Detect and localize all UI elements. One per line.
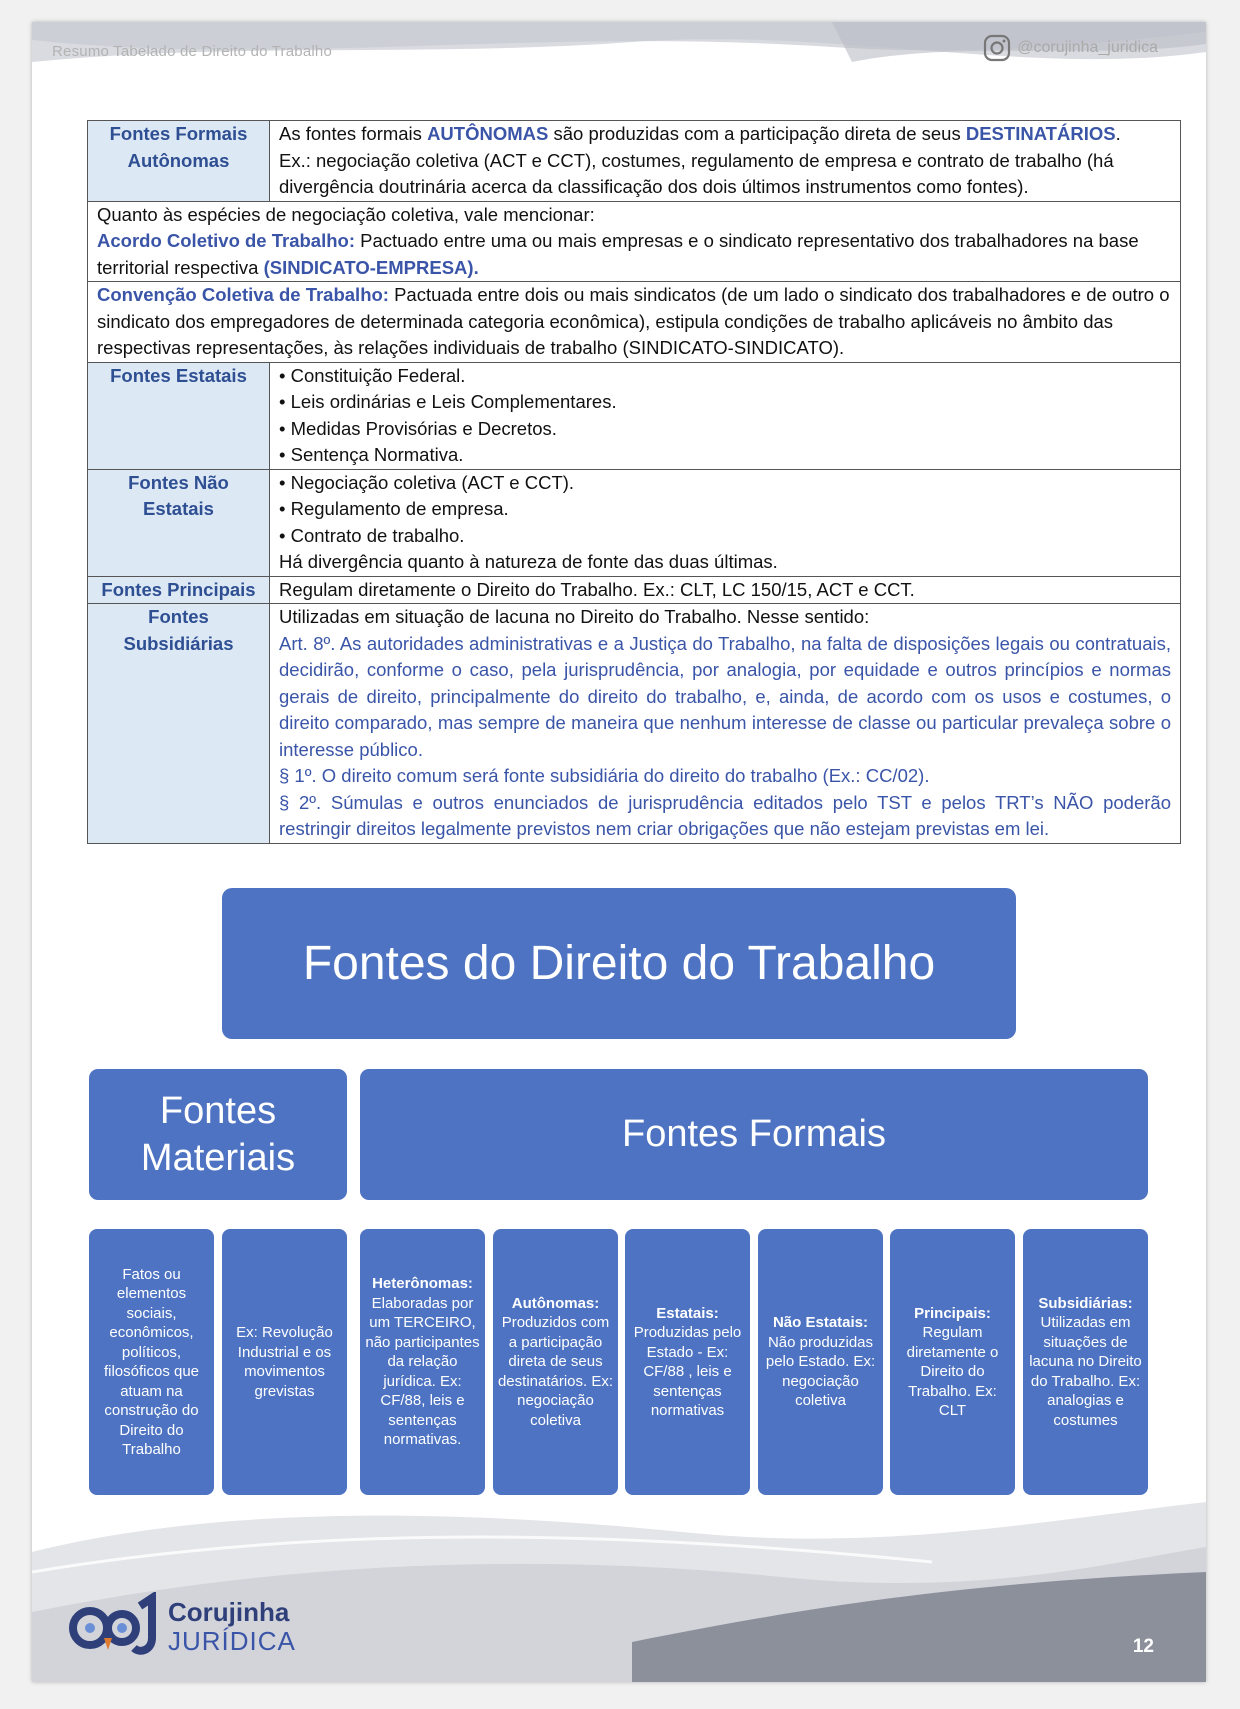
- header-title: Resumo Tabelado de Direito do Trabalho: [52, 43, 332, 60]
- card-heading: Principais:: [914, 1304, 991, 1322]
- row-label: Fontes Principais: [88, 576, 270, 604]
- list-item: • Negociação coletiva (ACT e CCT).: [279, 471, 575, 493]
- term: Acordo Coletivo de Trabalho:: [97, 230, 355, 251]
- row-content: [270, 469, 1181, 576]
- card-text: Ex: Revolução Industrial e os movimentos grevistas: [236, 1324, 333, 1400]
- row-label: Fontes Não Estatais: [88, 469, 270, 576]
- term: Convenção Coletiva de Trabalho:: [97, 284, 389, 305]
- list-item: • Constituição Federal.: [279, 364, 466, 386]
- legal-paragraph: § 1º. O direito comum será fonte subsidiária do direito do trabalho (Ex.: CC/02).: [279, 765, 930, 786]
- diagram-card: [222, 1229, 347, 1495]
- card-heading: Autônomas:: [511, 1294, 600, 1312]
- card-heading: Subsidiárias:: [1038, 1294, 1133, 1312]
- legal-article: Art. 8º. As autoridades administrativas e a Justiça do Trabalho, na falta de disposições legais ou contratuais, decidirão, conforme o caso, pela jurisprudência, por analogia, por equidade e outros princípios e normas gerais de direito, principalmente do direito do trabalho, e, ainda, de acordo com os usos e costumes, o direito comparado, mas sempre de maneira que nenhum interesse de classe ou particular prevaleça sobre o interesse público.: [279, 632, 1171, 760]
- instagram-handle[interactable]: [983, 34, 1158, 62]
- list-item: • Leis ordinárias e Leis Complementares.: [279, 391, 617, 412]
- text: .: [1115, 123, 1121, 144]
- fontes-materiais-box: Fontes Materiais: [89, 1069, 347, 1200]
- row-content: [270, 362, 1181, 469]
- legal-paragraph: § 2º. Súmulas e outros enunciados de jurisprudência editados pelo TST e pelos TRT’s NÃO poderão restringir direitos legalmente previstos nem criar obrigações que não estejam previstas em lei.: [279, 791, 1171, 839]
- highlight: DESTINATÁRIOS: [965, 123, 1116, 144]
- table-row: [88, 469, 1181, 576]
- document-page: [32, 22, 1206, 1682]
- brand-name: Corujinha: [168, 1597, 290, 1627]
- table-row: [88, 604, 1181, 844]
- card-text: Utilizadas em situações de lacuna no Direito do Trabalho. Ex: analogias e costumes: [1029, 1314, 1142, 1429]
- card-heading: Não Estatais:: [772, 1314, 869, 1332]
- card-text: Fatos ou elementos sociais, econômicos, políticos, filosóficos que atuam na construção do Direito do Trabalho: [103, 1265, 200, 1458]
- row-content: [88, 282, 1181, 363]
- note: Há divergência quanto à natureza de fonte das duas últimas.: [279, 551, 778, 572]
- highlight: (SINDICATO-EMPRESA).: [263, 256, 479, 278]
- diagram-card: [360, 1229, 485, 1495]
- text: As fontes formais: [279, 123, 428, 144]
- diagram-card: [1023, 1229, 1148, 1495]
- row-content: Regulam diretamente o Direito do Trabalho. Ex.: CLT, LC 150/15, ACT e CCT.: [270, 576, 1181, 604]
- table-row: [88, 576, 1181, 604]
- card-text: Não produzidas pelo Estado. Ex: negociação coletiva: [765, 1333, 876, 1410]
- card-heading: Estatais:: [656, 1304, 719, 1322]
- diagram-card: [758, 1229, 883, 1495]
- fontes-formais-box: Fontes Formais: [360, 1069, 1148, 1200]
- brand-subtitle: JURÍDICA: [168, 1626, 296, 1656]
- diagram-card: [493, 1229, 618, 1495]
- row-label: Fontes Estatais: [88, 362, 270, 469]
- card-heading: Heterônomas:: [372, 1275, 473, 1293]
- table-row: [88, 282, 1181, 363]
- text: Ex.: negociação coletiva (ACT e CCT), costumes, regulamento de empresa e contrato de trabalho (há divergência doutrinária acerca da classificação dos dois últimos instrumentos como fontes).: [279, 149, 1114, 197]
- text: Quanto às espécies de negociação coletiva, vale mencionar:: [97, 203, 595, 225]
- diagram-card: [890, 1229, 1015, 1495]
- diagram-card: [625, 1229, 750, 1495]
- row-label: Fontes Formais Autônomas: [88, 121, 270, 202]
- instagram-icon: [983, 34, 1011, 62]
- list-item: • Medidas Provisórias e Decretos.: [279, 417, 557, 439]
- list-item: • Contrato de trabalho.: [279, 524, 465, 546]
- card-text: Produzidos com a participação direta de seus destinatários. Ex: negociação coletiva: [497, 1314, 614, 1429]
- table-row: [88, 201, 1181, 282]
- instagram-handle-text: @corujinha_juridica: [1017, 39, 1158, 56]
- row-content: [270, 121, 1181, 202]
- highlight: AUTÔNOMAS: [427, 123, 549, 144]
- text: Pactuado entre uma ou mais empresas e o sindicato representativo dos trabalhadores na base territorial respectiva: [97, 230, 1139, 278]
- card-text: Regulam diretamente o Direito do Trabalho. Ex: CLT: [906, 1324, 999, 1419]
- table-row: [88, 362, 1181, 469]
- text: Pactuada entre dois ou mais sindicatos (de um lado o sindicato dos trabalhadores e de outro o sindicato dos empregadores de determinada categoria econômica), estipula condições de trabalho aplicáveis no âmbito das respectivas representações, às relações individuais de trabalho (SINDICATO-SINDICATO).: [97, 284, 1170, 358]
- table-row: [88, 121, 1181, 202]
- diagram-title: Fontes do Direito do Trabalho: [222, 888, 1016, 1039]
- page-number: 12: [1132, 1636, 1154, 1657]
- text: Utilizadas em situação de lacuna no Direito do Trabalho. Nesse sentido:: [279, 606, 870, 627]
- row-content: [270, 604, 1181, 844]
- list-item: • Sentença Normativa.: [279, 444, 464, 465]
- card-text: Produzidas pelo Estado - Ex: CF/88 , leis e sentenças normativas: [633, 1324, 742, 1419]
- list-item: • Regulamento de empresa.: [279, 498, 509, 519]
- text: são produzidas com a participação direta de seus: [548, 123, 966, 144]
- row-content: [88, 201, 1181, 282]
- card-text: Elaboradas por um TERCEIRO, não participantes da relação jurídica. Ex: CF/88, leis e sentenças normativas.: [365, 1294, 480, 1449]
- diagram-card: [89, 1229, 214, 1495]
- row-label: Fontes Subsidiárias: [88, 604, 270, 844]
- summary-table: [87, 120, 1181, 844]
